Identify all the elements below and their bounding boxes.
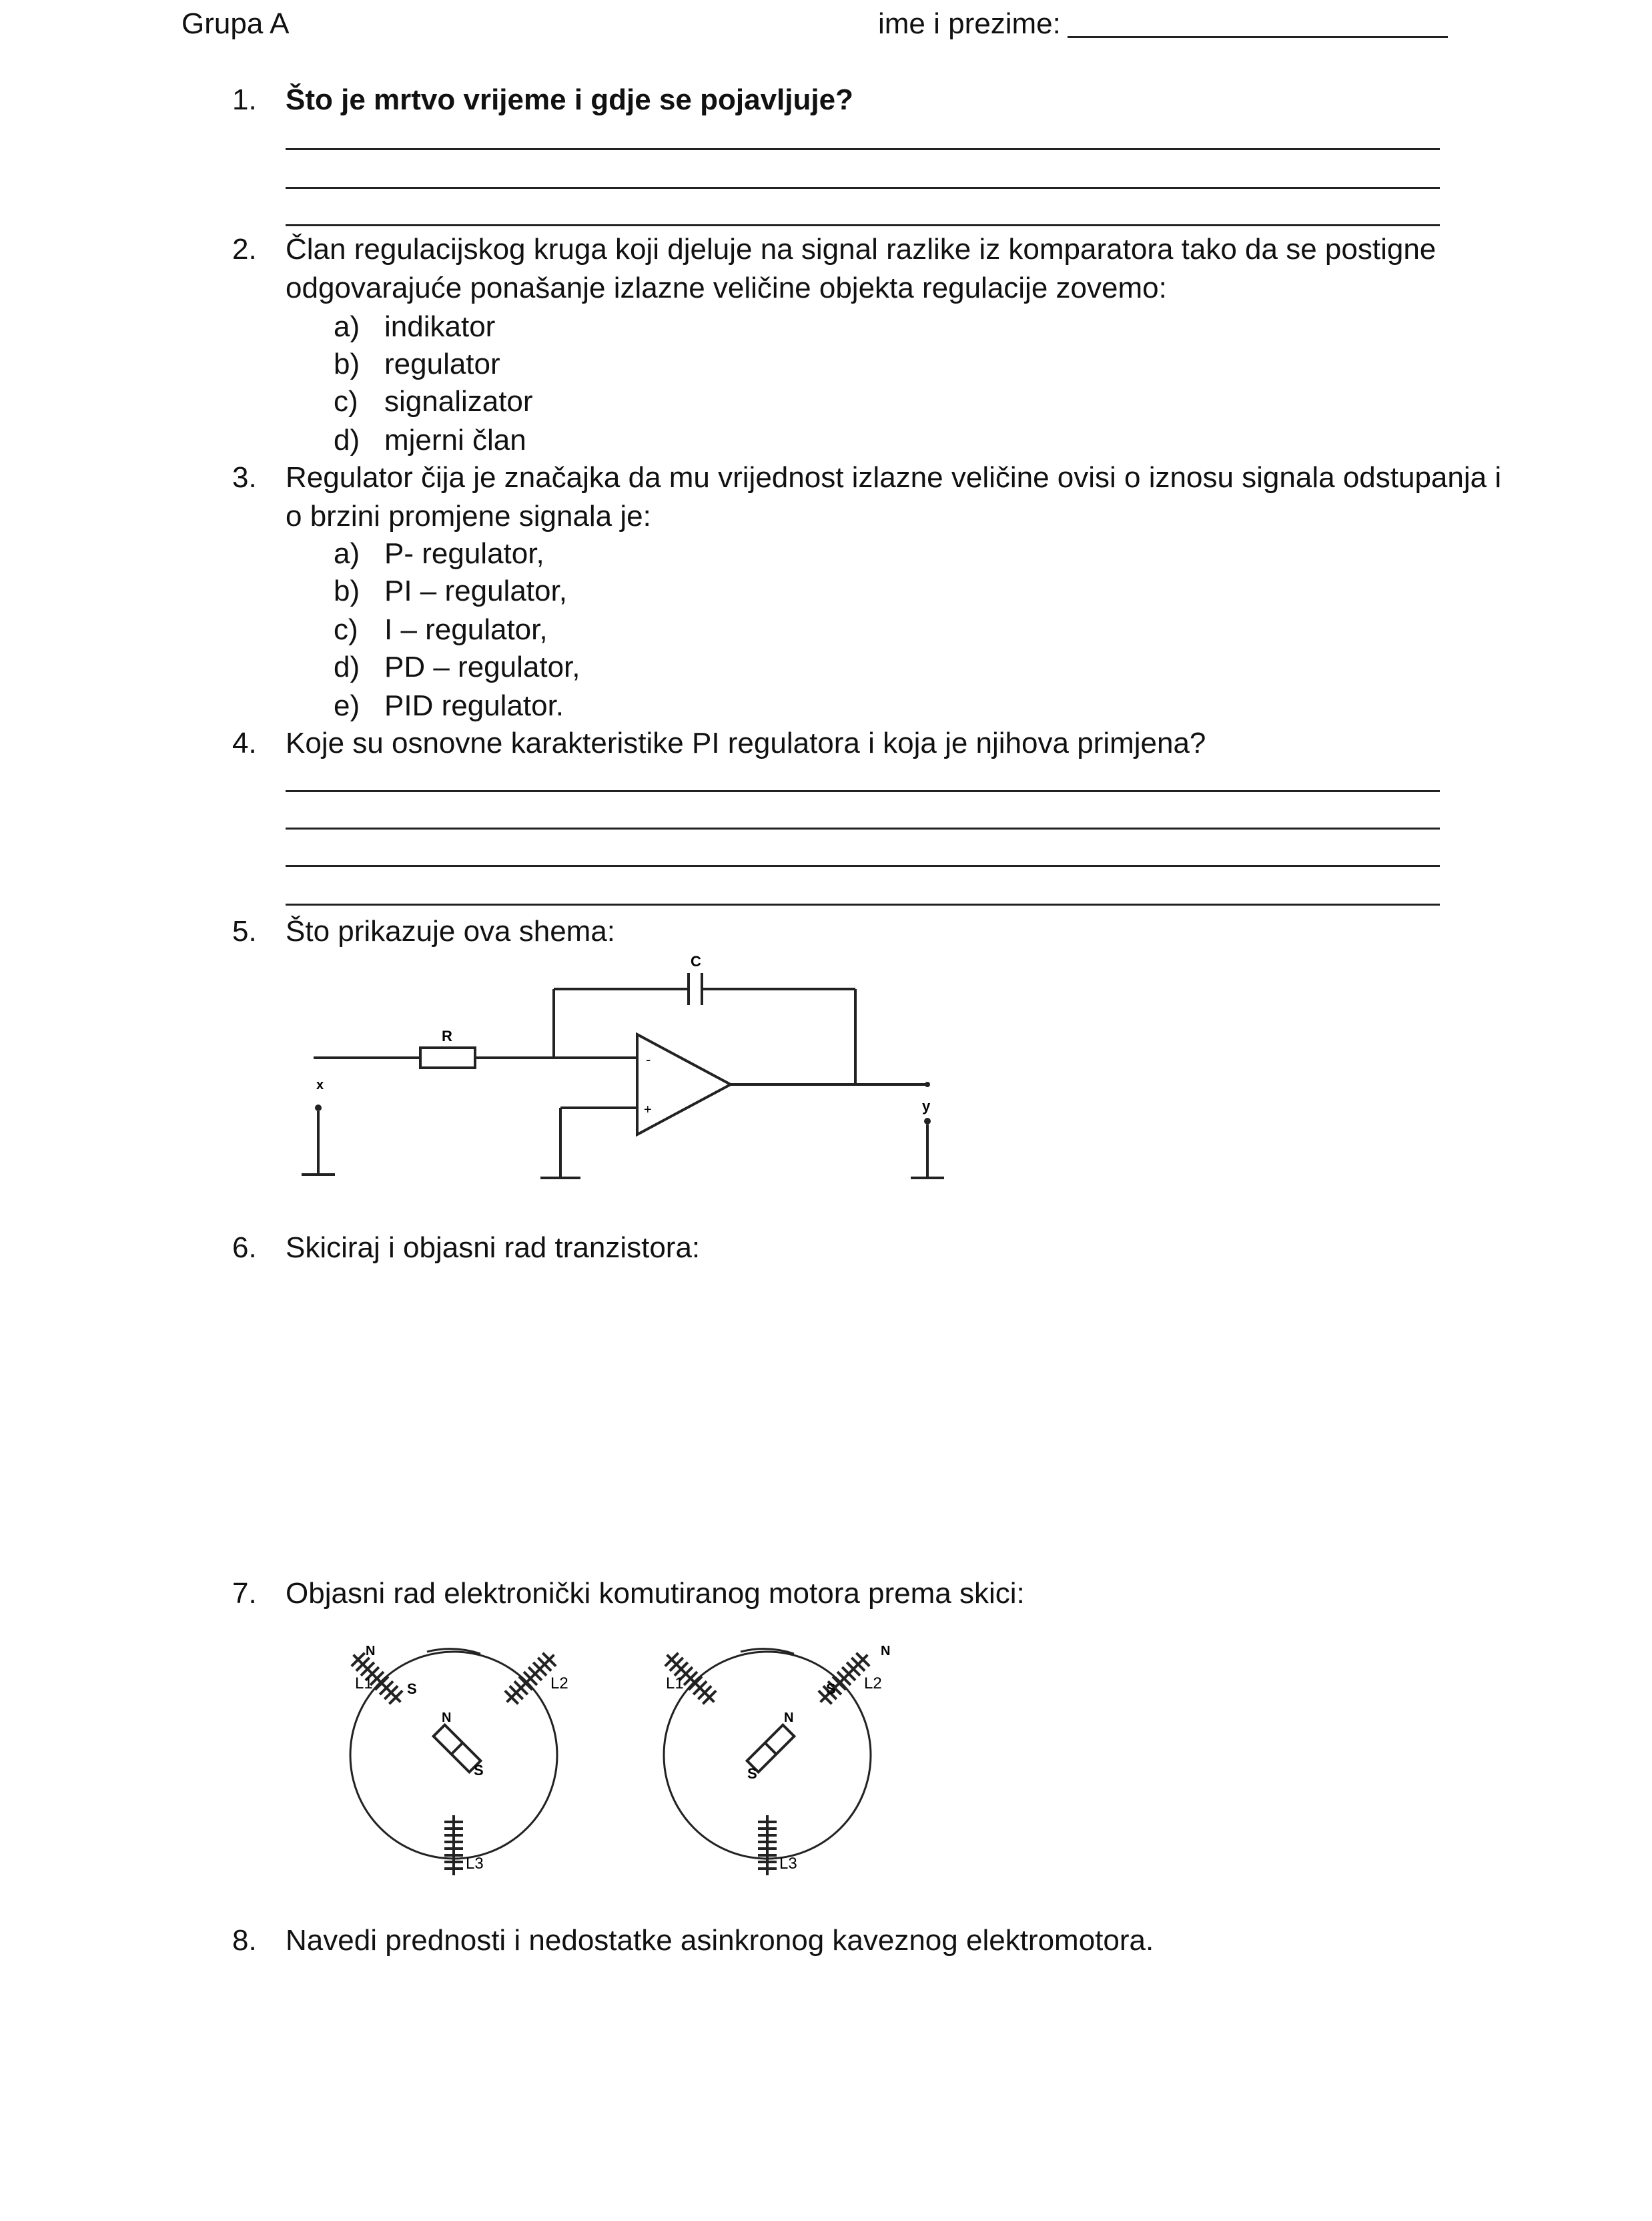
option-letter: d)	[334, 651, 360, 683]
question-4-number: 4.	[232, 727, 257, 759]
option-letter: c)	[334, 385, 358, 418]
question-6-text: Skiciraj i objasni rad tranzistora:	[286, 1231, 701, 1264]
option-text: I – regulator,	[384, 613, 548, 646]
option-text: indikator	[384, 310, 496, 343]
non-inverting-input-label: +	[644, 1102, 652, 1117]
rotor-label-north: N	[442, 1710, 452, 1725]
question-7-number: 7.	[232, 1577, 257, 1610]
name-answer-line[interactable]	[1068, 36, 1448, 38]
question-1-text: Što je mrtvo vrijeme i gdje se pojavljuje?	[286, 83, 853, 116]
rotor-label-south: S	[474, 1762, 484, 1779]
resistor-label: R	[442, 1028, 452, 1044]
question-3-line-2: o brzini promjene signala je:	[286, 500, 651, 533]
question-2-line-2: odgovarajuće ponašanje izlazne veličine objekta regulacije zovemo:	[286, 272, 1167, 304]
question-5-text: Što prikazuje ova shema:	[286, 915, 616, 948]
pole-label-north: N	[366, 1644, 376, 1658]
resistor-symbol	[420, 1048, 475, 1068]
option-letter: e)	[334, 689, 360, 722]
answer-line[interactable]	[286, 904, 1440, 906]
answer-line[interactable]	[286, 187, 1440, 189]
option-letter: a)	[334, 537, 360, 570]
option-text: PD – regulator,	[384, 651, 580, 683]
question-6-number: 6.	[232, 1231, 257, 1264]
coil-label-l2: L2	[550, 1674, 568, 1692]
coil-label-l3: L3	[466, 1855, 484, 1873]
coil-label-l2: L2	[864, 1674, 882, 1692]
motor-sketch-2	[661, 1648, 875, 1875]
question-2-number: 2.	[232, 233, 257, 266]
option-text: P- regulator,	[384, 537, 544, 570]
answer-line[interactable]	[286, 865, 1440, 867]
coil-l3-icon	[758, 1815, 777, 1875]
opamp-symbol	[637, 1034, 731, 1135]
answer-line[interactable]	[286, 828, 1440, 830]
answer-line[interactable]	[286, 790, 1440, 792]
rotor-label-north: N	[784, 1710, 794, 1725]
question-8-text: Navedi prednosti i nedostatke asinkronog kaveznog elektromotora.	[286, 1924, 1154, 1957]
question-5-number: 5.	[232, 915, 257, 948]
question-4-text: Koje su osnovne karakteristike PI regulatora i koja je njihova primjena?	[286, 727, 1206, 759]
option-text: PID regulator.	[384, 689, 564, 722]
option-letter: b)	[334, 348, 360, 380]
rotor-label-south: S	[747, 1765, 757, 1782]
option-text: PI – regulator,	[384, 575, 567, 607]
option-text: regulator	[384, 348, 500, 380]
motor-sketch-1	[347, 1648, 561, 1875]
inverting-input-label: -	[646, 1051, 651, 1068]
question-7-text: Objasni rad elektronički komutiranog motora prema skici:	[286, 1577, 1025, 1610]
output-node-dot	[925, 1082, 930, 1087]
input-terminal-dot	[315, 1104, 322, 1111]
answer-line[interactable]	[286, 148, 1440, 150]
answer-line[interactable]	[286, 224, 1440, 226]
pole-label-south: S	[826, 1680, 836, 1697]
option-text: mjerni član	[384, 424, 526, 456]
question-8-number: 8.	[232, 1924, 257, 1957]
option-letter: c)	[334, 613, 358, 646]
output-terminal-dot	[924, 1118, 931, 1125]
option-letter: d)	[334, 424, 360, 456]
coil-label-l1: L1	[666, 1674, 684, 1692]
coil-l3-icon	[444, 1815, 463, 1875]
question-3-number: 3.	[232, 461, 257, 494]
question-2-line-1: Član regulacijskog kruga koji djeluje na signal razlike iz komparatora tako da se postigne	[286, 233, 1436, 266]
coil-label-l3: L3	[779, 1855, 797, 1873]
capacitor-label: C	[691, 953, 701, 970]
output-label: y	[922, 1098, 931, 1115]
coil-label-l1: L1	[355, 1674, 373, 1692]
pole-label-south: S	[407, 1680, 417, 1697]
group-label: Grupa A	[181, 7, 290, 40]
option-letter: a)	[334, 310, 360, 343]
input-label: x	[316, 1078, 324, 1092]
ec-motor-sketches	[314, 1615, 914, 1882]
option-letter: b)	[334, 575, 360, 607]
pole-label-north: N	[881, 1644, 891, 1658]
integrator-circuit-diagram	[287, 948, 967, 1188]
name-label: ime i prezime:	[878, 7, 1061, 40]
question-3-line-1: Regulator čija je značajka da mu vrijednost izlazne veličine ovisi o iznosu signala odstupanja i	[286, 461, 1502, 494]
option-text: signalizator	[384, 385, 533, 418]
question-1-number: 1.	[232, 83, 257, 116]
